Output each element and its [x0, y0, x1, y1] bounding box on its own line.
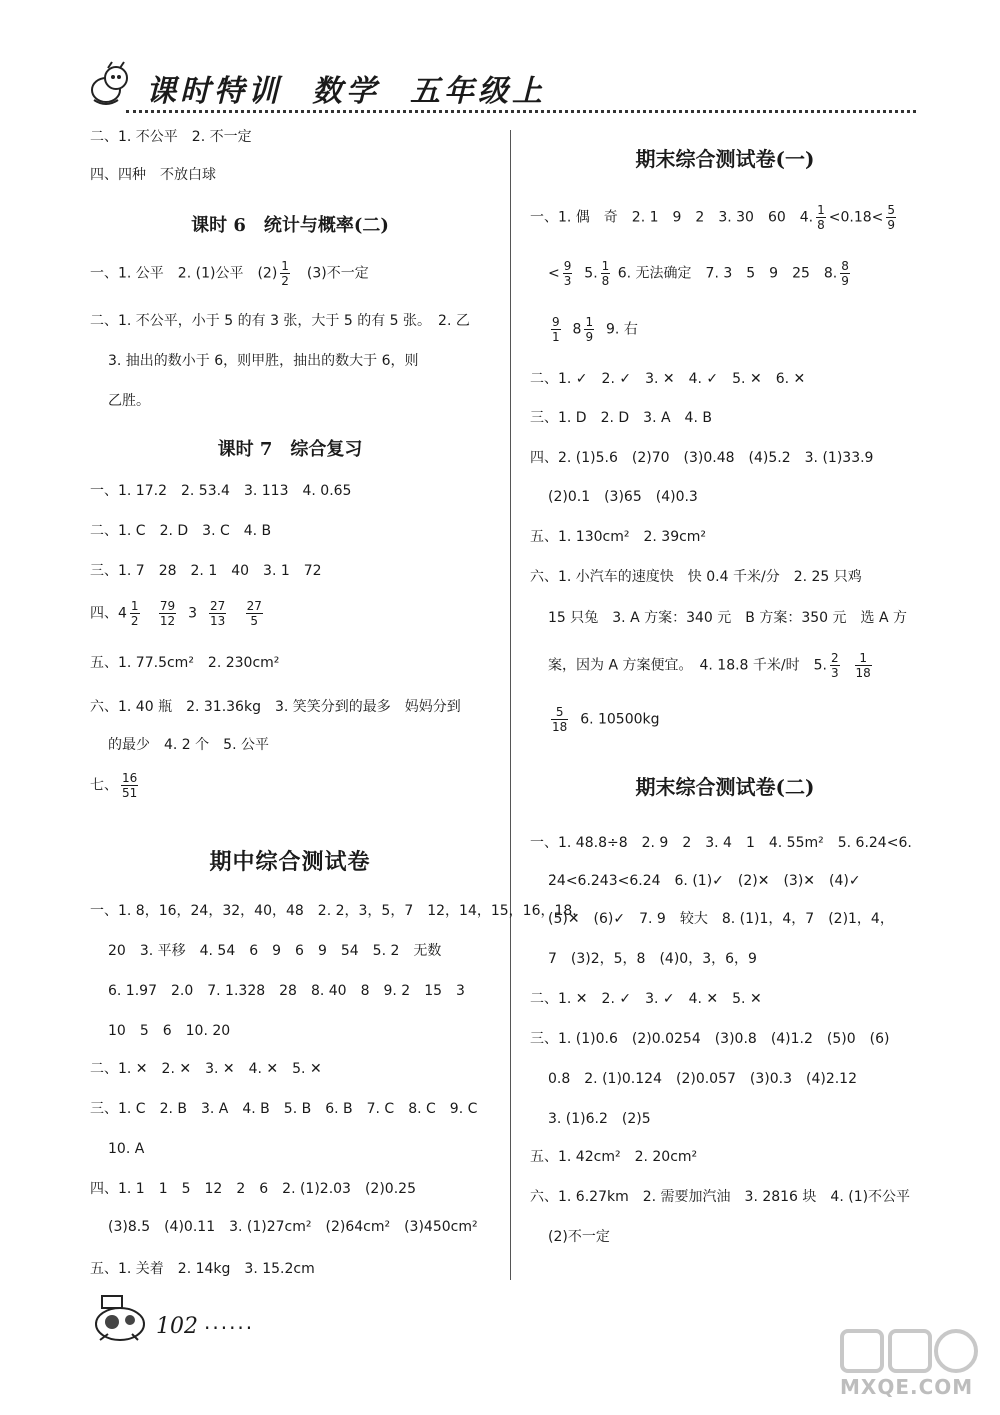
numerator: 1 — [817, 203, 825, 217]
answer-line: 乙胜。 — [108, 393, 150, 409]
denominator: 5 — [250, 614, 259, 628]
section-title-lesson-7: 课时 7 综合复习 — [217, 439, 363, 460]
fraction — [830, 651, 840, 680]
denominator: 2 — [281, 274, 289, 288]
answer-line: 四、2. (1)5.6 (2)70 (3)0.48 (4)5.2 3. (1)33.9 — [530, 450, 874, 466]
fraction — [551, 315, 561, 344]
answer-line: 一、1. 17.2 2. 53.4 3. 113 4. 0.65 — [90, 483, 352, 499]
answer-line: 3. 抽出的数小于 6，则甲胜，抽出的数大于 6，则 — [108, 353, 419, 369]
column-divider — [510, 130, 511, 1280]
numerator: 1 — [281, 259, 289, 273]
page-header — [86, 58, 916, 118]
numerator: 27 — [246, 599, 262, 613]
numerator: 2 — [830, 651, 839, 665]
denominator: 51 — [122, 786, 138, 800]
answer-line: (2)0.1 (3)65 (4)0.3 — [548, 489, 698, 505]
denominator: 3 — [563, 274, 572, 288]
final-test-2-title: 期末综合测试卷(二) — [635, 775, 815, 799]
denominator: 9 — [887, 218, 896, 232]
answer-line: 六、1. 40 瓶 2. 31.36kg 3. 笑笑分到的最多 妈妈分到 — [90, 699, 461, 715]
answer-line — [548, 259, 853, 288]
fraction — [886, 203, 896, 232]
answer-line: 三、1. 7 28 2. 1 40 3. 1 72 — [90, 563, 322, 579]
answer-text: 案，因为 A 方案便宜。 4. 18.8 千米/时 5. — [548, 657, 827, 674]
numerator: 16 — [122, 771, 138, 785]
answer-line — [90, 259, 369, 288]
answer-line: 三、1. D 2. D 3. A 4. B — [530, 410, 712, 426]
answer-line: 10 5 6 10. 20 — [108, 1023, 231, 1039]
answer-text: 一、1. 偶 奇 2. 1 9 2 3. 30 60 4. — [530, 209, 814, 226]
answer-text: 9. 右 — [606, 321, 638, 338]
answer-line: 15 只兔 3. A 方案：340 元 B 方案：350 元 选 A 方 — [548, 610, 907, 626]
answer-line: 五、1. 130cm² 2. 39cm² — [530, 529, 707, 545]
book-title: 课时特训 — [146, 74, 282, 109]
denominator: 18 — [552, 720, 568, 734]
answer-text: 一、1. 公平 2. (1)公平 (2) — [90, 265, 278, 282]
answer-line — [90, 771, 141, 800]
denominator: 13 — [209, 614, 226, 628]
numerator: 1 — [855, 651, 872, 666]
fraction — [563, 259, 573, 288]
fraction — [246, 599, 263, 628]
answer-line: 一、1. 48.8÷8 2. 9 2 3. 4 1 4. 55m² 5. 6.24<6. — [530, 835, 912, 851]
answer-line: 六、1. 6.27km 2. 需要加汽油 3. 2816 块 4. (1)不公平 — [530, 1189, 911, 1205]
numerator: 9 — [552, 315, 560, 329]
answer-text: 七、 — [90, 777, 118, 794]
answer-line: 五、1. 关着 2. 14kg 3. 15.2cm — [90, 1261, 315, 1277]
answer-line: 二、1. ✓ 2. ✓ 3. ✕ 4. ✓ 5. ✕ 6. ✕ — [530, 371, 806, 387]
answer-text: 6. 无法确定 7. 3 5 9 25 8. — [617, 265, 838, 282]
mascot-footer-icon — [90, 1290, 150, 1345]
subject-label: 数学 — [312, 74, 380, 109]
fraction — [855, 651, 872, 680]
answer-line: 二、1. 不公平 2. 不一定 — [90, 129, 252, 145]
header-title — [146, 66, 576, 110]
footer-dots: ······ — [204, 1316, 255, 1340]
answer-line: (3)8.5 (4)0.11 3. (1)27cm² (2)64cm² (3)450cm² — [108, 1219, 478, 1235]
answer-line — [530, 203, 899, 232]
answer-line: 五、1. 42cm² 2. 20cm² — [530, 1149, 698, 1165]
page-number: 102 — [156, 1314, 198, 1339]
answer-line — [90, 599, 266, 628]
fraction — [840, 259, 850, 288]
denominator: 8 — [601, 274, 610, 288]
answer-line — [548, 705, 660, 734]
answer-line: 的最少 4. 2 个 5. 公平 — [108, 737, 269, 753]
answer-text: < — [548, 265, 560, 282]
numerator: 5 — [551, 705, 568, 720]
answer-line: 20 3. 平移 4. 54 6 9 6 9 54 5. 2 无数 — [108, 943, 442, 959]
fraction — [816, 203, 826, 232]
answer-line — [548, 315, 638, 344]
denominator: 8 — [817, 218, 825, 232]
answer-line: (5)✕ (6)✓ 7. 9 较大 8. (1)1，4，7 (2)1，4， — [548, 911, 894, 927]
answer-line: 二、1. 不公平，小于 5 的有 3 张，大于 5 的有 5 张。 2. 乙 — [90, 313, 470, 329]
fraction — [209, 599, 226, 628]
answer-line — [548, 651, 875, 680]
answer-text: 6. 10500kg — [580, 711, 660, 728]
numerator: 1 — [585, 315, 594, 329]
answer-line: 三、1. C 2. B 3. A 4. B 5. B 6. B 7. C 8. C 9. C — [90, 1101, 478, 1117]
answer-line: 0.8 2. (1)0.124 (2)0.057 (3)0.3 (4)2.12 — [548, 1071, 857, 1087]
watermark — [840, 1325, 990, 1405]
midterm-test-title: 期中综合测试卷 — [209, 849, 371, 875]
answer-line: 6. 1.97 2.0 7. 1.3̇2̇8 28 8. 40 8 9. 2 15 3 — [108, 983, 465, 999]
fraction — [551, 705, 568, 734]
fraction — [121, 771, 138, 800]
answer-text: 8 — [572, 321, 582, 338]
fraction — [280, 259, 290, 288]
answer-text: 3 — [188, 605, 198, 622]
answer-line: 7 (3)2，5，8 (4)0，3，6，9 — [548, 951, 757, 967]
denominator: 9 — [841, 274, 849, 288]
denominator: 1 — [552, 330, 560, 344]
answer-line: 3. (1)6.2 (2)5 — [548, 1111, 651, 1127]
answer-text: 5. — [584, 265, 598, 282]
fraction — [601, 259, 611, 288]
numerator: 8 — [841, 259, 849, 273]
numerator: 1 — [130, 599, 139, 613]
answer-line: 2̇4̇<6.243<6.24̇ 6. (1)✓ (2)✕ (3)✕ (4)✓ — [548, 873, 861, 889]
denominator: 3 — [830, 666, 839, 680]
answer-text: (3)不一定 — [292, 265, 369, 282]
denominator: 9 — [585, 330, 594, 344]
answer-line: 二、1. ✕ 2. ✕ 3. ✕ 4. ✕ 5. ✕ — [90, 1061, 322, 1077]
answer-text: 四、4 — [90, 605, 127, 622]
answer-line: 五、1. 77.5cm² 2. 230cm² — [90, 655, 280, 671]
fraction — [584, 315, 594, 344]
answer-line: 三、1. (1)0.6 (2)0.0254 (3)0.8 (4)1.2 (5)0 (6) — [530, 1031, 890, 1047]
watermark-logo-icon — [840, 1325, 980, 1375]
answer-line: (2)不一定 — [548, 1229, 610, 1245]
answer-line: 二、1. C 2. D 3. C 4. B — [90, 523, 272, 539]
answer-line: 六、1. 小汽车的速度快 快 0.4 千米/分 2. 25 只鸡 — [530, 569, 862, 585]
numerator: 79 — [159, 599, 176, 613]
numerator: 9 — [563, 259, 572, 273]
answer-line: 二、1. ✕ 2. ✓ 3. ✓ 4. ✕ 5. ✕ — [530, 991, 762, 1007]
watermark-text: MXQE.COM — [840, 1375, 974, 1399]
numerator: 1 — [601, 259, 610, 273]
numerator: 27 — [209, 599, 226, 613]
numerator: 5 — [887, 203, 896, 217]
page-footer — [90, 1290, 290, 1350]
header-dotted-rule — [126, 110, 916, 113]
final-test-1-title: 期末综合测试卷(一) — [635, 147, 815, 171]
section-title-lesson-6: 课时 6 统计与概率(二) — [191, 215, 389, 236]
denominator: 2 — [130, 614, 139, 628]
answer-line: 四、1. 1 1 5 12 2 6 2. (1)2.03 (2)0.25 — [90, 1181, 416, 1197]
grade-label: 五年级上 — [410, 74, 546, 109]
answer-line: 10. A — [108, 1141, 145, 1157]
answer-line: 四、四种 不放白球 — [90, 167, 216, 183]
answer-text: <0.18< — [828, 209, 884, 226]
denominator: 18 — [855, 666, 871, 680]
answer-line: 一、1. 8，16，24，32，40，48 2. 2，3，5，7 12，14，15，16，18， — [90, 903, 587, 919]
fraction — [159, 599, 176, 628]
fraction — [130, 599, 140, 628]
denominator: 12 — [159, 614, 176, 628]
mascot-logo-icon — [86, 60, 136, 110]
